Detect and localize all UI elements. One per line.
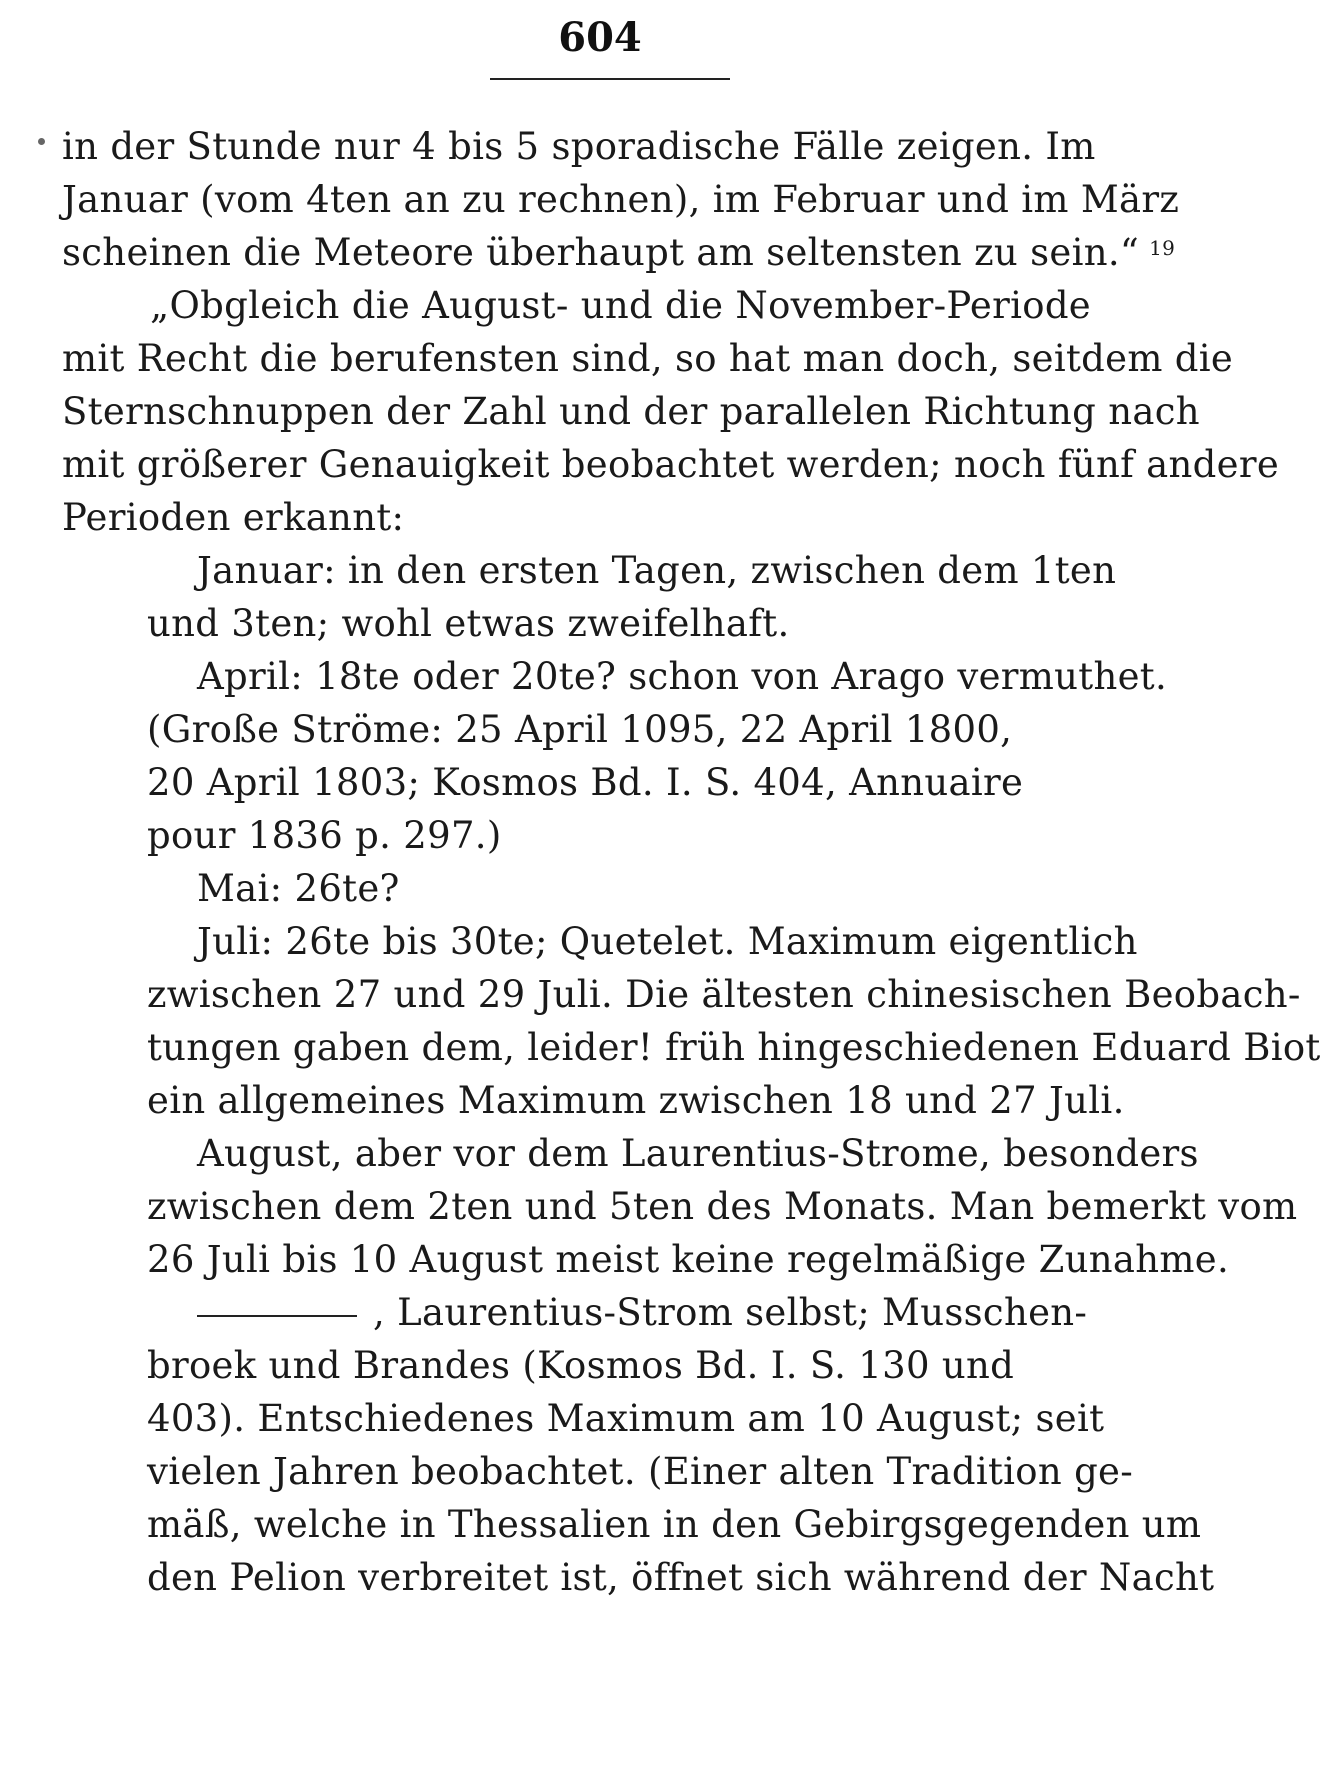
line-text: 20 April 1803; Kosmos Bd. I. S. 404, Annuaire: [147, 761, 1024, 804]
text-line: [62, 1551, 1215, 1604]
text-line: [62, 1339, 1162, 1392]
line-text: „Obgleich die August- und die November-Periode: [150, 284, 1092, 327]
text-line: [62, 703, 1162, 756]
line-text: scheinen die Meteore überhaupt am seltensten zu sein.“: [62, 231, 1140, 274]
text-line: [62, 120, 1162, 173]
text-line: [62, 491, 1162, 544]
line-text: , Laurentius-Strom selbst; Musschen-: [373, 1291, 1088, 1334]
text-line: [62, 809, 1162, 862]
text-line: [62, 279, 1162, 332]
line-text: 403). Entschiedenes Maximum am 10 August; seit: [147, 1397, 1105, 1440]
line-text: vielen Jahren beobachtet. (Einer alten Tradition ge-: [147, 1450, 1134, 1493]
text-line: [62, 968, 1301, 1021]
line-text: mit größerer Genauigkeit beobachtet werden; noch fünf andere: [62, 443, 1280, 486]
line-text: und 3ten; wohl etwas zweifelhaft.: [147, 602, 790, 645]
text-line: [62, 438, 1280, 491]
header-rule: [490, 78, 730, 80]
line-text: den Pelion verbreitet ist, öffnet sich während der Nacht: [147, 1556, 1215, 1599]
line-text: in der Stunde nur 4 bis 5 sporadische Fälle zeigen. Im: [62, 125, 1096, 168]
line-text: August, aber vor dem Laurentius-Strome, besonders: [197, 1132, 1199, 1175]
line-text: zwischen dem 2ten und 5ten des Monats. Man bemerkt vom: [147, 1185, 1298, 1228]
text-line: [62, 332, 1234, 385]
text-line: [62, 544, 1162, 597]
text-line: [62, 1180, 1298, 1233]
text-line: [62, 597, 1162, 650]
line-text: (Große Ströme: 25 April 1095, 22 April 1800,: [147, 708, 1013, 751]
line-text: mäß, welche in Thessalien in den Gebirgsgegenden um: [147, 1503, 1202, 1546]
text-line: [62, 1127, 1199, 1180]
text-line: [62, 173, 1180, 226]
text-line: [62, 1445, 1162, 1498]
line-text: Januar: in den ersten Tagen, zwischen dem 1ten: [197, 549, 1117, 592]
text-line: [62, 650, 1168, 703]
line-text: Januar (vom 4ten an zu rechnen), im Februar und im März: [62, 178, 1180, 221]
text-line: [62, 1286, 1162, 1339]
line-text: mit Recht die berufensten sind, so hat man doch, seitdem die: [62, 337, 1234, 380]
line-text: ein allgemeines Maximum zwischen 18 und 27 Juli.: [147, 1079, 1125, 1122]
line-text: pour 1836 p. 297.): [147, 814, 502, 857]
line-text: broek und Brandes (Kosmos Bd. I. S. 130 und: [147, 1344, 1015, 1387]
text-line: [62, 1021, 1321, 1074]
line-text: Sternschnuppen der Zahl und der parallelen Richtung nach: [62, 390, 1200, 433]
line-text: April: 18te oder 20te? schon von Arago vermuthet.: [197, 655, 1168, 698]
line-text: tungen gaben dem, leider! früh hingeschiedenen Eduard Biot: [147, 1026, 1321, 1069]
line-text: Mai: 26te?: [197, 867, 400, 910]
line-text: Juli: 26te bis 30te; Quetelet. Maximum eigentlich: [197, 920, 1138, 963]
text-line: [62, 1233, 1230, 1286]
line-text: Perioden erkannt:: [62, 496, 405, 539]
text-line: [62, 756, 1162, 809]
text-line: [62, 1074, 1162, 1127]
footnote-marker: 19: [1149, 236, 1176, 260]
text-line: [62, 385, 1200, 438]
text-line: [62, 862, 1162, 915]
ditto-dash: [197, 1315, 357, 1317]
page-number: 604: [558, 14, 642, 61]
text-line: [62, 1498, 1202, 1551]
line-text: 26 Juli bis 10 August meist keine regelmäßige Zunahme.: [147, 1238, 1230, 1281]
margin-speck: [38, 138, 45, 145]
text-line: [62, 915, 1162, 968]
text-line: [62, 226, 1176, 279]
text-line: [62, 1392, 1162, 1445]
body-text: [62, 120, 1321, 1604]
line-text: zwischen 27 und 29 Juli. Die ältesten chinesischen Beobach-: [147, 973, 1301, 1016]
